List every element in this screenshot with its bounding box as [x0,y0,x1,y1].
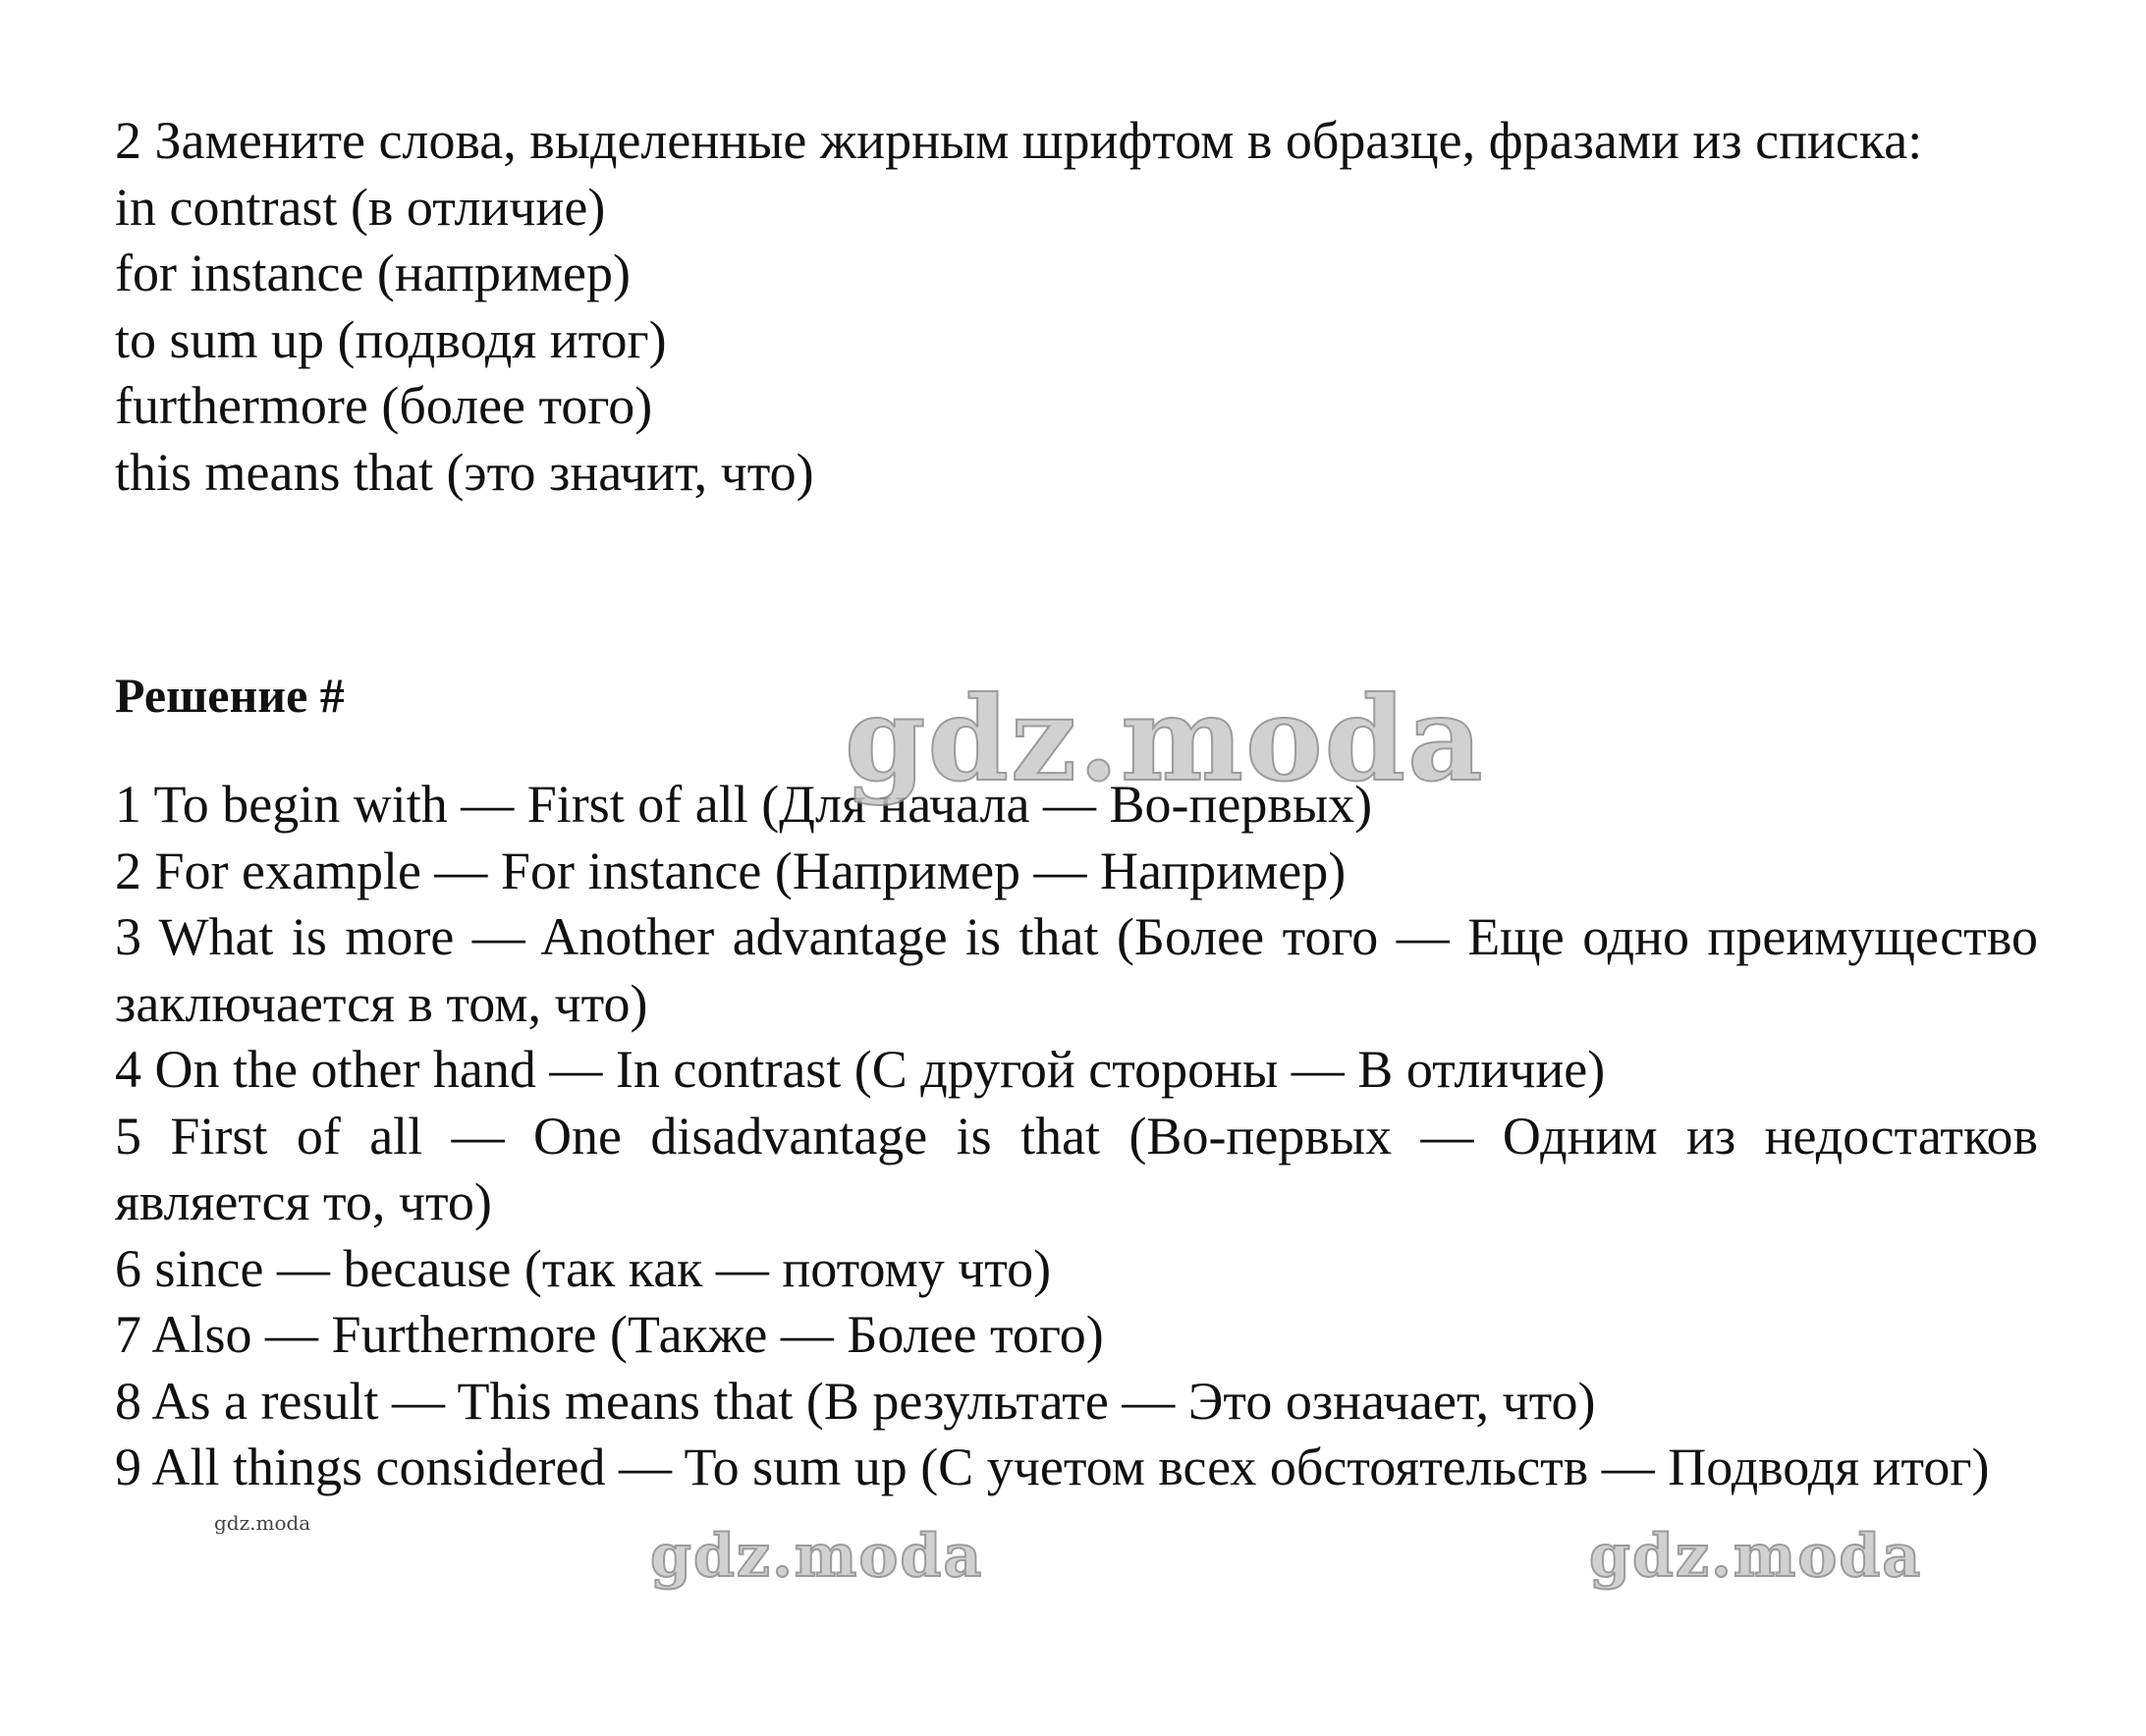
phrase-item: furthermore (более того) [115,376,653,435]
watermark-small-left: gdz.moda [650,1522,984,1591]
task-instruction: 2 Замените слова, выделенные жирным шрифтом в образце, фразами из списка: [115,111,1923,170]
watermark-tiny: gdz.moda [214,1511,311,1535]
answer-item: 7 Also — Furthermore (Также — Более того) [115,1305,1104,1364]
answer-list [115,772,2038,1501]
phrase-item: to sum up (подводя итог) [115,309,667,369]
phrase-item: in contrast (в отличие) [115,177,606,237]
phrase-list [115,175,2038,507]
answer-item: 5 First of all — One disadvantage is that (Во-первых — Одним из недостатков является то, что) [115,1106,2038,1231]
phrase-item: for instance (например) [115,244,631,302]
answer-item: 6 since — because (так как — потому что) [115,1238,1052,1298]
answer-item: 9 All things considered — To sum up (С учетом всех обстоятельств — Подводя итог) [115,1438,1990,1496]
watermark-main: gdz.moda [845,671,1485,807]
solution-heading: Решение # [115,668,345,723]
answer-item: 8 As a result — This means that (В результате — Это означает, что) [115,1371,1596,1431]
spacer [115,506,2038,663]
watermark-small-right: gdz.moda [1589,1522,1923,1591]
phrase-item: this means that (это значит, что) [115,442,814,502]
answer-item: 1 To begin with — First of all (Для начала — Во-первых) [115,775,1373,834]
answer-item: 3 What is more — Another advantage is that (Более того — Еще одно преимущество заключается в том, что) [115,907,2038,1033]
answer-item: 2 For example — For instance (Например — Например) [115,841,1347,900]
answer-item: 4 On the other hand — In contrast (С другой стороны — В отличие) [115,1040,1606,1099]
